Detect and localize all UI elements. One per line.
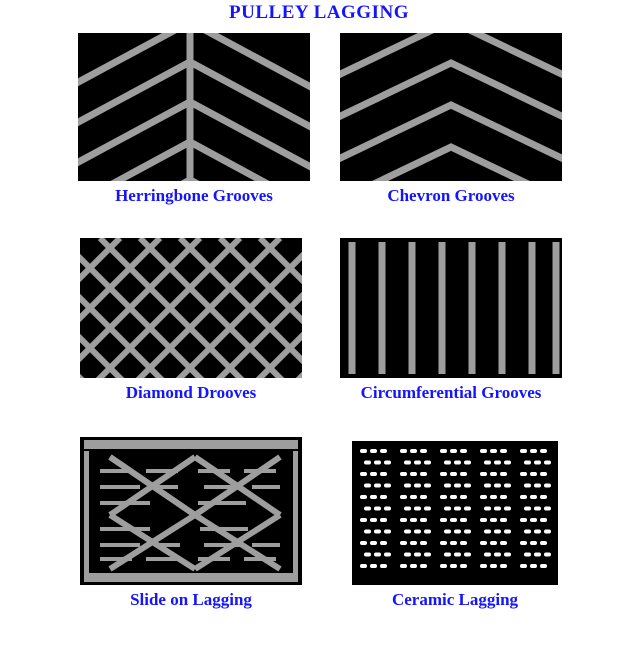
lagging-item-diamond: [80, 238, 302, 403]
slide-on-icon: [80, 437, 302, 585]
ceramic-caption: Ceramic Lagging: [391, 590, 519, 609]
chevron-icon: [340, 33, 562, 181]
slide-on-pattern-panel: [80, 437, 302, 585]
page-title: PULLEY LAGGING: [229, 2, 409, 23]
lagging-item-chevron: [340, 33, 562, 206]
ceramic-pattern-panel: [352, 441, 558, 585]
diamond-pattern-panel: [80, 238, 302, 378]
diamond-caption: Diamond Drooves: [125, 383, 257, 402]
herringbone-caption: Herringbone Grooves: [115, 186, 273, 205]
circumferential-lines-icon: [340, 238, 562, 378]
circumferential-pattern-panel: [340, 238, 562, 378]
lagging-item-ceramic: [344, 441, 566, 610]
ceramic-dots-icon: [352, 441, 558, 585]
diamond-icon: [80, 238, 302, 378]
circumferential-caption: Circumferential Grooves: [360, 383, 542, 402]
slide-on-caption: Slide on Lagging: [130, 590, 252, 609]
herringbone-pattern-panel: [78, 33, 310, 181]
herringbone-icon: [78, 33, 310, 181]
lagging-item-herringbone: [78, 33, 310, 206]
chevron-caption: Chevron Grooves: [387, 186, 515, 205]
chevron-pattern-panel: [340, 33, 562, 181]
lagging-item-circumferential: [340, 238, 562, 403]
lagging-item-slide-on: [80, 437, 302, 610]
